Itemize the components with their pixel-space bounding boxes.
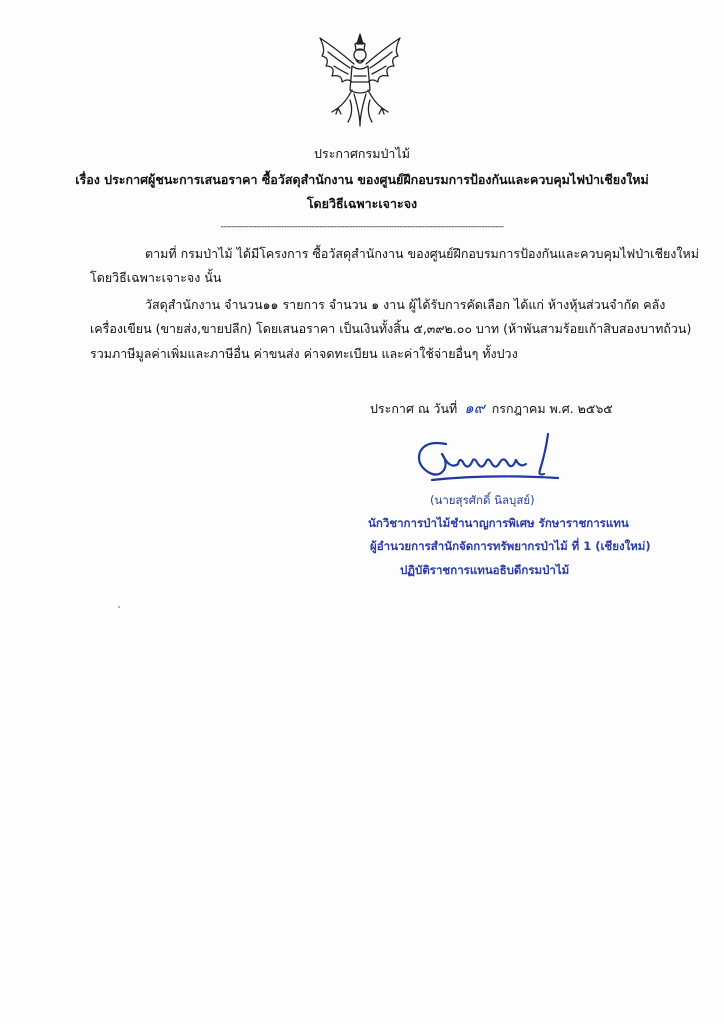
paragraph-1-line-1: ตามที่ กรมป่าไม้ ได้มีโครงการ ซื้อวัสดุสำนักงาน ของศูนย์ฝึกอบรมการป้องกันและควบคุมไฟป่าเชียงใหม่ bbox=[145, 246, 699, 261]
signature-mark bbox=[408, 430, 568, 490]
paragraph-2-line-3: รวมภาษีมูลค่าเพิ่มและภาษีอื่น ค่าขนส่ง ค่าจดทะเบียน และค่าใช้จ่ายอื่นๆ ทั้งปวง bbox=[90, 346, 518, 361]
date-prefix: ประกาศ ณ วันที่ bbox=[370, 401, 458, 416]
date-suffix: กรกฎาคม พ.ศ. ๒๕๖๕ bbox=[491, 401, 613, 416]
divider-line: ------------------------------------------------------------------------------------------------------- bbox=[220, 222, 504, 232]
signatory-title-3: ปฏิบัติราชการแทนอธิบดีกรมป่าไม้ bbox=[400, 563, 570, 577]
subject-line: เรื่อง ประกาศผู้ชนะการเสนอราคา ซื้อวัสดุสำนักงาน ของศูนย์ฝึกอบรมการป้องกันและควบคุมไฟป่าเชียงใหม่ bbox=[75, 172, 649, 187]
paragraph-1-line-2: โดยวิธีเฉพาะเจาะจง นั้น bbox=[90, 270, 222, 285]
signatory-title-2: ผู้อำนวยการสำนักจัดการทรัพยากรป่าไม้ ที่ 1 (เชียงใหม่) bbox=[370, 539, 651, 553]
garuda-emblem-icon bbox=[308, 30, 412, 130]
signatory-name: (นายสุรศักดิ์ นิลบุสย์) bbox=[430, 493, 535, 507]
paragraph-2-line-1: วัสดุสำนักงาน จำนวน๑๑ รายการ จำนวน ๑ งาน ผู้ได้รับการคัดเลือก ได้แก่ ห้างหุ้นส่วนจำกัด คลัง bbox=[145, 297, 666, 312]
method-line: โดยวิธีเฉพาะเจาะจง bbox=[306, 196, 418, 211]
announcement-date bbox=[370, 400, 613, 417]
agency-title: ประกาศกรมป่าไม้ bbox=[314, 146, 410, 161]
paragraph-2-line-2: เครื่องเขียน (ขายส่ง,ขายปลีก) โดยเสนอราคา เป็นเงินทั้งสิ้น ๕,๓๙๒.๐๐ บาท (ห้าพันสามร้อยเก้าสิบสองบาทถ้วน) bbox=[90, 321, 692, 336]
handwritten-day: ๑๙ bbox=[464, 399, 485, 417]
signatory-title-1: นักวิชาการป่าไม้ชำนาญการพิเศษ รักษาราชการแทน bbox=[368, 516, 629, 530]
stray-mark bbox=[118, 606, 120, 608]
